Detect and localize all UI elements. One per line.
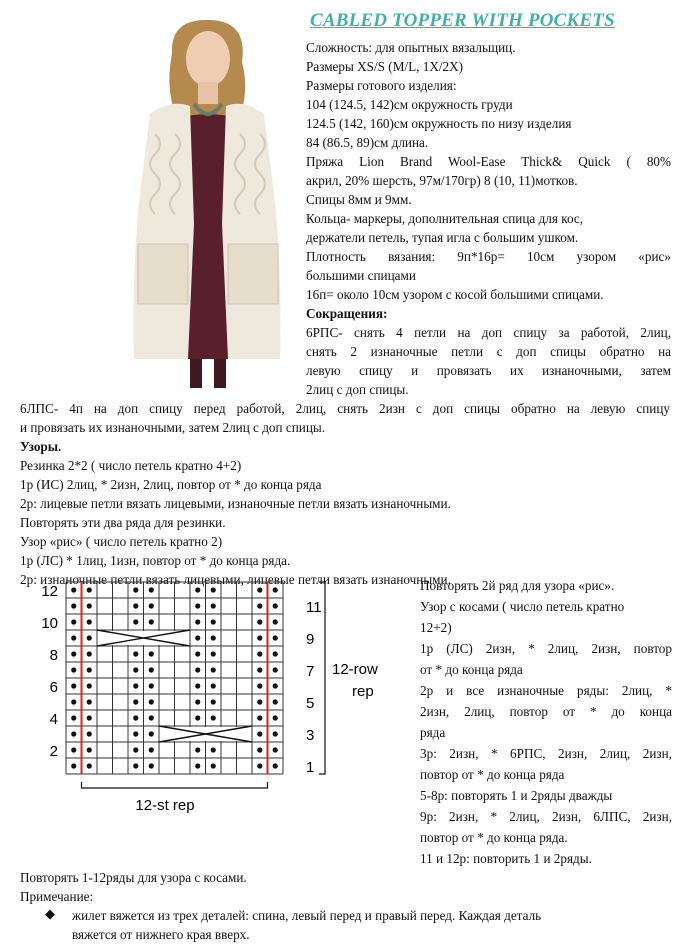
instruction-line: от * до конца ряда	[420, 662, 523, 677]
purl-dot	[133, 763, 138, 768]
purl-dot	[195, 747, 200, 752]
instruction-line: повтор от * до конца ряда	[420, 767, 565, 782]
purl-dot	[149, 667, 154, 672]
instruction-line: 9р: 2изн, * 2лиц, 2изн, 6ЛПС, 2изн,	[420, 809, 672, 824]
instruction-line: ряда	[420, 725, 446, 740]
section-heading: Сокращения:	[306, 306, 388, 321]
note-heading: Примечание:	[20, 889, 94, 904]
purl-dot	[149, 731, 154, 736]
note-item: жилет вяжется из трех деталей: спина, левый перед и правый перед. Каждая деталь	[72, 908, 542, 923]
purl-dot	[71, 635, 76, 640]
instruction-line: 3р: 2изн, * 6РПС, 2изн, 2лиц, 2изн,	[420, 746, 672, 761]
purl-dot	[257, 603, 262, 608]
purl-dot	[195, 651, 200, 656]
instruction-line: 2р: лицевые петли вязать лицевыми, изнаночные петли вязать изнаночными.	[20, 496, 451, 511]
purl-dot	[87, 715, 92, 720]
purl-dot	[211, 747, 216, 752]
purl-dot	[133, 715, 138, 720]
purl-dot	[133, 747, 138, 752]
purl-dot	[273, 715, 278, 720]
row-number: 4	[49, 711, 58, 728]
purl-dot	[257, 635, 262, 640]
purl-dot	[71, 651, 76, 656]
purl-dot	[87, 747, 92, 752]
purl-dot	[133, 619, 138, 624]
purl-dot	[273, 683, 278, 688]
purl-dot	[257, 731, 262, 736]
row-number: 11	[306, 599, 322, 616]
instruction-line: 11 и 12р: повторить 1 и 2ряды.	[420, 851, 592, 866]
row-number: 2	[49, 743, 58, 760]
purl-dot	[71, 715, 76, 720]
row-number: 5	[306, 695, 315, 712]
instruction-line: повтор от * до конца ряда.	[420, 830, 568, 845]
purl-dot	[149, 683, 154, 688]
instruction-line: 2изн, 2лиц, повтор от * до конца	[420, 704, 672, 719]
info-line: 84 (86.5, 89)см длина.	[306, 135, 429, 150]
purl-dot	[149, 747, 154, 752]
instruction-line: Повторять 1-12ряды для узора с косами.	[20, 870, 247, 885]
purl-dot	[273, 667, 278, 672]
purl-dot	[87, 635, 92, 640]
purl-dot	[133, 667, 138, 672]
purl-dot	[71, 747, 76, 752]
page-title: CABLED TOPPER WITH POCKETS	[310, 10, 615, 31]
purl-dot	[273, 587, 278, 592]
info-line: держатели петель, тупая игла с большим ушком.	[306, 230, 579, 245]
row-number: 9	[306, 631, 315, 648]
purl-dot	[257, 587, 262, 592]
purl-dot	[133, 731, 138, 736]
purl-dot	[257, 747, 262, 752]
purl-dot	[195, 667, 200, 672]
info-line: левую спицу и провязать их изнаночными, затем	[306, 363, 671, 378]
purl-dot	[133, 587, 138, 592]
purl-dot	[273, 731, 278, 736]
info-line: 16п= около 10см узором с косой большими спицами.	[306, 287, 604, 302]
purl-dot	[211, 587, 216, 592]
purl-dot	[149, 619, 154, 624]
info-line: 6РПС- снять 4 петли на доп спицу за работой, 2лиц,	[306, 325, 671, 340]
purl-dot	[257, 683, 262, 688]
purl-dot	[133, 683, 138, 688]
info-line: Пряжа Lion Brand Wool-Ease Thick& Quick ( 80%	[306, 154, 671, 169]
purl-dot	[211, 715, 216, 720]
purl-dot	[149, 763, 154, 768]
purl-dot	[195, 619, 200, 624]
purl-dot	[71, 603, 76, 608]
purl-dot	[273, 603, 278, 608]
purl-dot	[257, 763, 262, 768]
purl-dot	[71, 587, 76, 592]
instruction-line: 1р (ЛС) 2изн, * 2лиц, 2изн, повтор	[420, 641, 672, 656]
purl-dot	[87, 587, 92, 592]
purl-dot	[87, 667, 92, 672]
instruction-line: 1р (ЛС) * 1лиц, 1изн, повтор от * до конца ряда.	[20, 553, 291, 568]
purl-dot	[211, 635, 216, 640]
row-number: 10	[41, 615, 58, 632]
row-number: 12	[41, 583, 58, 600]
info-line: акрил, 20% шерсть, 97м/170гр) 8 (10, 11)мотков.	[306, 173, 578, 188]
purl-dot	[211, 667, 216, 672]
purl-dot	[195, 699, 200, 704]
purl-dot	[211, 699, 216, 704]
purl-dot	[71, 619, 76, 624]
purl-dot	[273, 619, 278, 624]
purl-dot	[87, 619, 92, 624]
model-photo	[110, 14, 304, 388]
purl-dot	[195, 587, 200, 592]
row-number: 8	[49, 647, 58, 664]
purl-dot	[273, 747, 278, 752]
purl-dot	[211, 603, 216, 608]
instruction-line: Повторять эти два ряда для резинки.	[20, 515, 226, 530]
row-number: 3	[306, 727, 315, 744]
row-number: 1	[306, 759, 315, 776]
row-repeat-label: 12-row	[332, 661, 378, 678]
instruction-line: Узор с косами ( число петель кратно	[420, 599, 625, 614]
purl-dot	[149, 603, 154, 608]
purl-dot	[273, 699, 278, 704]
instruction-line: 12+2)	[420, 620, 452, 635]
purl-dot	[273, 651, 278, 656]
info-line: большими спицами	[306, 268, 416, 283]
purl-dot	[211, 763, 216, 768]
instruction-line: и провязать их изнаночными, затем 2лиц с доп спицы.	[20, 420, 326, 435]
purl-dot	[257, 619, 262, 624]
purl-dot	[257, 715, 262, 720]
purl-dot	[195, 715, 200, 720]
instruction-line: 2р: изнаночные петли вязать лицевыми, лицевые петли вязать изнаночными.	[20, 572, 451, 587]
purl-dot	[273, 763, 278, 768]
row-number: 7	[306, 663, 315, 680]
purl-dot	[195, 683, 200, 688]
purl-dot	[149, 651, 154, 656]
purl-dot	[133, 699, 138, 704]
instruction-line: 2р и все изнаночные ряды: 2лиц, *	[420, 683, 672, 698]
info-line: Сложность: для опытных вязальщиц.	[306, 40, 516, 55]
purl-dot	[211, 683, 216, 688]
purl-dot	[257, 667, 262, 672]
purl-dot	[211, 619, 216, 624]
purl-dot	[133, 651, 138, 656]
info-line: Кольца- маркеры, дополнительная спица для кос,	[306, 211, 584, 226]
instruction-line: Резинка 2*2 ( число петель кратно 4+2)	[20, 458, 242, 473]
instruction-line: Повторять 2й ряд для узора «рис».	[420, 578, 615, 593]
purl-dot	[87, 603, 92, 608]
info-line: снять 2 изнаночные петли с доп спицы обратно на	[306, 344, 671, 359]
purl-dot	[87, 763, 92, 768]
purl-dot	[149, 699, 154, 704]
bullet-icon: ◆	[45, 906, 55, 921]
purl-dot	[87, 651, 92, 656]
note-item: вяжется от нижнего края вверх.	[72, 927, 250, 942]
section-heading: Узоры.	[20, 439, 62, 454]
purl-dot	[195, 603, 200, 608]
purl-dot	[149, 587, 154, 592]
purl-dot	[87, 731, 92, 736]
stitch-repeat-label: 12-st rep	[135, 797, 195, 814]
row-repeat-label-2: rep	[352, 683, 374, 700]
purl-dot	[195, 763, 200, 768]
purl-dot	[71, 731, 76, 736]
purl-dot	[257, 699, 262, 704]
purl-dot	[273, 635, 278, 640]
instruction-line: Узор «рис» ( число петель кратно 2)	[20, 534, 223, 549]
info-line: Плотность вязания: 9п*16р= 10см узором «рис»	[306, 249, 671, 264]
purl-dot	[71, 683, 76, 688]
purl-dot	[71, 667, 76, 672]
purl-dot	[87, 683, 92, 688]
instruction-line: 5-8р: повторять 1 и 2ряды дважды	[420, 788, 613, 803]
info-line: 124.5 (142, 160)см окружность по низу изделия	[306, 116, 572, 131]
purl-dot	[133, 603, 138, 608]
row-number: 6	[49, 679, 58, 696]
info-line: 104 (124.5, 142)см окружность груди	[306, 97, 513, 112]
purl-dot	[257, 651, 262, 656]
instruction-line: 6ЛПС- 4п на доп спицу перед работой, 2лиц, снять 2изн с доп спицы обратно на левую спицу	[20, 401, 670, 416]
purl-dot	[87, 699, 92, 704]
purl-dot	[71, 699, 76, 704]
instruction-line: 1р (ИС) 2лиц, * 2изн, 2лиц, повтор от * до конца ряда	[20, 477, 322, 492]
info-line: Размеры готового изделия:	[306, 78, 457, 93]
info-line: Спицы 8мм и 9мм.	[306, 192, 412, 207]
purl-dot	[71, 763, 76, 768]
info-line: Размеры XS/S (M/L, 1X/2X)	[306, 59, 464, 74]
purl-dot	[149, 715, 154, 720]
cable-chart	[10, 574, 395, 814]
purl-dot	[195, 635, 200, 640]
purl-dot	[211, 651, 216, 656]
info-line: 2лиц с доп спицы.	[306, 382, 409, 397]
